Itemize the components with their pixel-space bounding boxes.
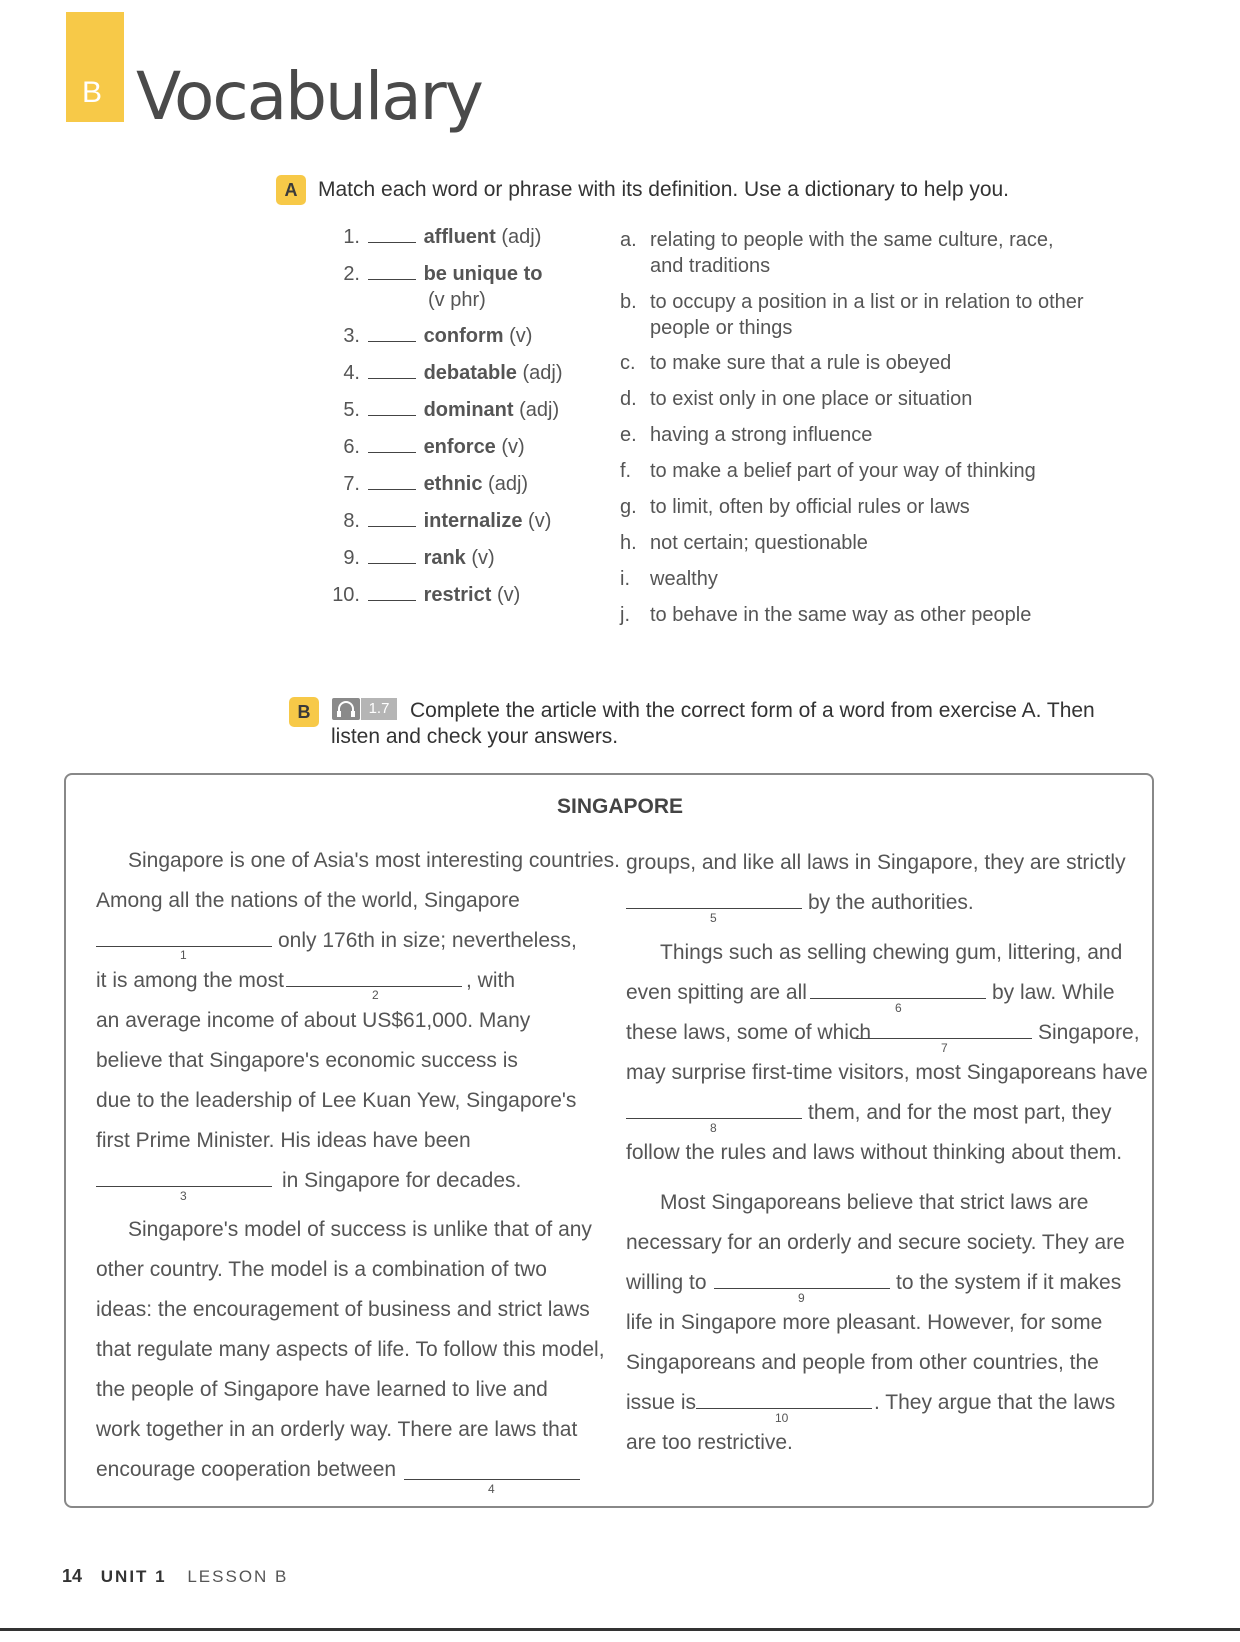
exercise-b-badge: B [289,697,319,727]
page-number: 14 [62,1566,83,1586]
article-line: first Prime Minister. His ideas have been [96,1129,471,1152]
article-line: Most Singaporeans believe that strict laws are [660,1191,1089,1214]
article-line: follow the rules and laws without thinking about them. [626,1141,1123,1164]
definition-item: g. to limit, often by official rules or laws [620,496,970,518]
word-item: 1. affluent (adj) [343,226,542,248]
article-line: other country. The model is a combination of two [96,1258,547,1281]
blank-number: 8 [710,1121,717,1135]
answer-blank[interactable] [856,1037,1032,1039]
answer-blank[interactable] [368,510,416,527]
definition-item: b. to occupy a position in a list or in relation to other people or things [620,291,1084,339]
page-footer [62,1566,288,1587]
definition-item: i. wealthy [620,568,718,590]
article-line: Among all the nations of the world, Singapore [96,889,520,912]
article-line: Singaporeans and people from other countries, the [626,1351,1099,1374]
article-line: an average income of about US$61,000. Many [96,1009,531,1032]
exercise-a-instruction: Match each word or phrase with its definition. Use a dictionary to help you. [318,178,1010,201]
answer-blank[interactable] [626,907,802,909]
article-title: SINGAPORE [556,795,684,818]
article-line: due to the leadership of Lee Kuan Yew, Singapore's [96,1089,577,1112]
article-line: encourage cooperation between [96,1458,397,1481]
answer-blank[interactable] [286,985,462,987]
word-item: 7. ethnic (adj) [343,473,529,495]
article-line: these laws, some of which [626,1021,872,1044]
article-line: willing to [626,1271,707,1294]
article-line: may surprise first-time visitors, most Singaporeans have [626,1061,1148,1084]
unit-label: UNIT 1 [100,1567,167,1586]
article-line: groups, and like all laws in Singapore, they are strictly [626,851,1126,874]
answer-blank[interactable] [810,997,986,999]
blank-number: 4 [488,1482,495,1496]
article-line: Singapore is one of Asia's most interesting countries. [128,849,620,872]
word-item: 2. be unique to [343,263,543,285]
answer-blank[interactable] [368,473,416,490]
article-line: ideas: the encouragement of business and strict laws [96,1298,590,1321]
article-line: by the authorities. [808,891,974,914]
blank-number: 2 [372,988,379,1002]
answer-blank[interactable] [368,436,416,453]
section-letter: B [82,76,103,109]
blank-number: 3 [180,1189,187,1203]
answer-blank[interactable] [96,945,272,947]
blank-number: 5 [710,911,717,925]
answer-blank[interactable] [368,547,416,564]
word-pos: (v phr) [428,289,486,311]
blank-number: 1 [180,948,187,962]
article-line: issue is [626,1391,697,1414]
article-line: Singapore's model of success is unlike that of any [128,1218,592,1241]
answer-blank[interactable] [368,263,416,280]
answer-blank[interactable] [368,226,416,243]
article-line: only 176th in size; nevertheless, [278,929,577,952]
article-line: Singapore, [1038,1021,1140,1044]
definition-item: h. not certain; questionable [620,532,868,554]
answer-blank[interactable] [626,1117,802,1119]
answer-blank[interactable] [714,1287,890,1289]
article-line: even spitting are all [626,981,807,1004]
article-line: . They argue that the laws [874,1391,1116,1414]
definition-item: f. to make a belief part of your way of thinking [620,460,1036,482]
article-line: Things such as selling chewing gum, littering, and [660,941,1123,964]
answer-blank[interactable] [368,584,416,601]
article-line: that regulate many aspects of life. To follow this model, [96,1338,605,1361]
article-line: by law. While [992,981,1115,1004]
article-line: the people of Singapore have learned to live and [96,1378,548,1401]
blank-number: 6 [895,1001,902,1015]
definition-item: d. to exist only in one place or situation [620,388,973,410]
exercise-a-badge: A [276,175,306,205]
answer-blank[interactable] [696,1407,872,1409]
answer-blank[interactable] [96,1185,272,1187]
article-line: them, and for the most part, they [808,1101,1112,1124]
answer-blank[interactable] [368,362,416,379]
word-item: 3. conform (v) [343,325,533,347]
article-line: life in Singapore more pleasant. However, for some [626,1311,1103,1334]
article-line: believe that Singapore's economic success is [96,1049,518,1072]
article-line: it is among the most [96,969,284,992]
article-line: to the system if it makes [896,1271,1122,1294]
article-line: , with [466,969,516,992]
answer-blank[interactable] [368,399,416,416]
section-title: Vocabulary [136,58,482,135]
word-item: 4. debatable (adj) [343,362,563,384]
definition-item: a. relating to people with the same culture, race, and traditions [620,229,1054,277]
lesson-label: LESSON B [187,1567,289,1586]
exercise-b-instruction-line1: Complete the article with the correct form of a word from exercise A. Then [410,699,1095,722]
exercise-b-instruction-line2: listen and check your answers. [331,725,619,748]
article-line: work together in an orderly way. There are laws that [96,1418,578,1441]
article-line: necessary for an orderly and secure society. They are [626,1231,1125,1254]
headphones-icon[interactable] [332,698,360,720]
word-item: 9. rank (v) [343,547,495,569]
article-line: are too restrictive. [626,1431,793,1454]
word-item: 10. restrict (v) [332,584,521,606]
article-line: in Singapore for decades. [282,1169,522,1192]
blank-number: 9 [798,1291,805,1305]
bottom-rule [0,1628,1240,1631]
definition-item: c. to make sure that a rule is obeyed [620,352,952,374]
blank-number: 7 [941,1041,948,1055]
word-item: 6. enforce (v) [343,436,525,458]
answer-blank[interactable] [368,325,416,342]
blank-number: 10 [775,1411,789,1425]
definition-item: j. to behave in the same way as other people [620,604,1032,626]
word-item: 5. dominant (adj) [343,399,560,421]
audio-track-number: 1.7 [361,698,397,720]
word-item: 8. internalize (v) [343,510,552,532]
answer-blank[interactable] [404,1478,580,1480]
definition-item: e. having a strong influence [620,424,873,446]
